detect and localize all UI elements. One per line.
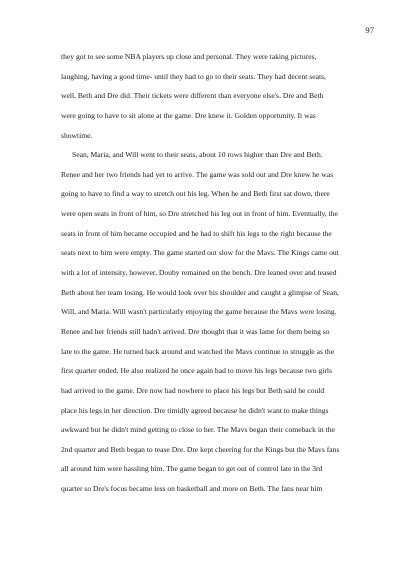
text-line: they got to see some NBA players up close and personal. They were taking pictures, (61, 52, 317, 61)
text-line (61, 518, 366, 538)
text-line: going to have to find a way to stretch out his leg. When he and Beth first sat down, there (61, 189, 330, 199)
text-line: all around him were hassling him. The game began to get out of control late in the 3rd (61, 464, 323, 474)
text-line: place his legs in her direction. Dre timidly agreed because he didn't want to make things (61, 405, 329, 415)
text-line: first quarter ended. He also realized he once again had to move his legs because two girls (61, 366, 332, 376)
text-line: were going to have to sit alone at the game. Dre knew it. Golden opportunity. It was (61, 110, 316, 120)
text-line (61, 499, 366, 519)
text-line: Renee and her friends still hadn't arrived. Dre thought that it was lame for them being so (61, 326, 330, 336)
text-line: were open seats in front of him, so Dre stretched his leg out in front of him. Eventually, the (61, 209, 338, 219)
text-line (61, 558, 366, 577)
text-line: seats in front of him became occupied and he had to shift his legs to the right because the (61, 228, 332, 238)
text-line: with a lot of intensity, however, Douby remained on the bench. Dre leaned over and teased (61, 268, 337, 278)
text-line: late to the game. He turned back around and watched the Mavs continue to struggle as the (61, 346, 335, 356)
text-line: seats next to him were empty. The game started out slow for the Mavs. The Kings came out (61, 248, 339, 258)
text-line: showtime. (61, 130, 93, 140)
text-line: Will, and Maria. Will wasn't particularly enjoying the game because the Mavs were losing. (61, 307, 337, 317)
text-line: awkward but he didn't mind getting to close to her. The Mavs began their comeback in the (61, 425, 335, 435)
text-line: quarter so Dre's focus became less on basketball and more on Beth. The fans near him (61, 484, 323, 494)
text-line-indented: Sean, Maria, and Will went to their seats, about 10 rows higher than Dre and Beth. (72, 150, 323, 160)
text-line: 2nd quarter and Beth began to tease Dre. Dre kept cheering for the Kings but the Mavs fans (61, 444, 340, 454)
text-line: had arrived to the game. Dre now had nowhere to place his legs but Beth said he could (61, 385, 325, 395)
body-text (61, 47, 366, 577)
text-line: laughing, having a good time- until they had to go to their seats. They had decent seats, (61, 71, 326, 81)
text-line: well, Beth and Dre did. Their tickets were different than everyone else's. Dre and Beth (61, 91, 324, 101)
text-line: Renee and her two friends had yet to arrive. The game was sold out and Dre knew he was (61, 169, 334, 179)
text-line (61, 538, 366, 558)
paragraph-1 (61, 47, 366, 145)
paragraph-2 (61, 145, 366, 577)
text-line: Beth about her team losing. He would look over his shoulder and caught a glimpse of Sean, (61, 287, 339, 297)
page-number: 97 (365, 25, 374, 35)
